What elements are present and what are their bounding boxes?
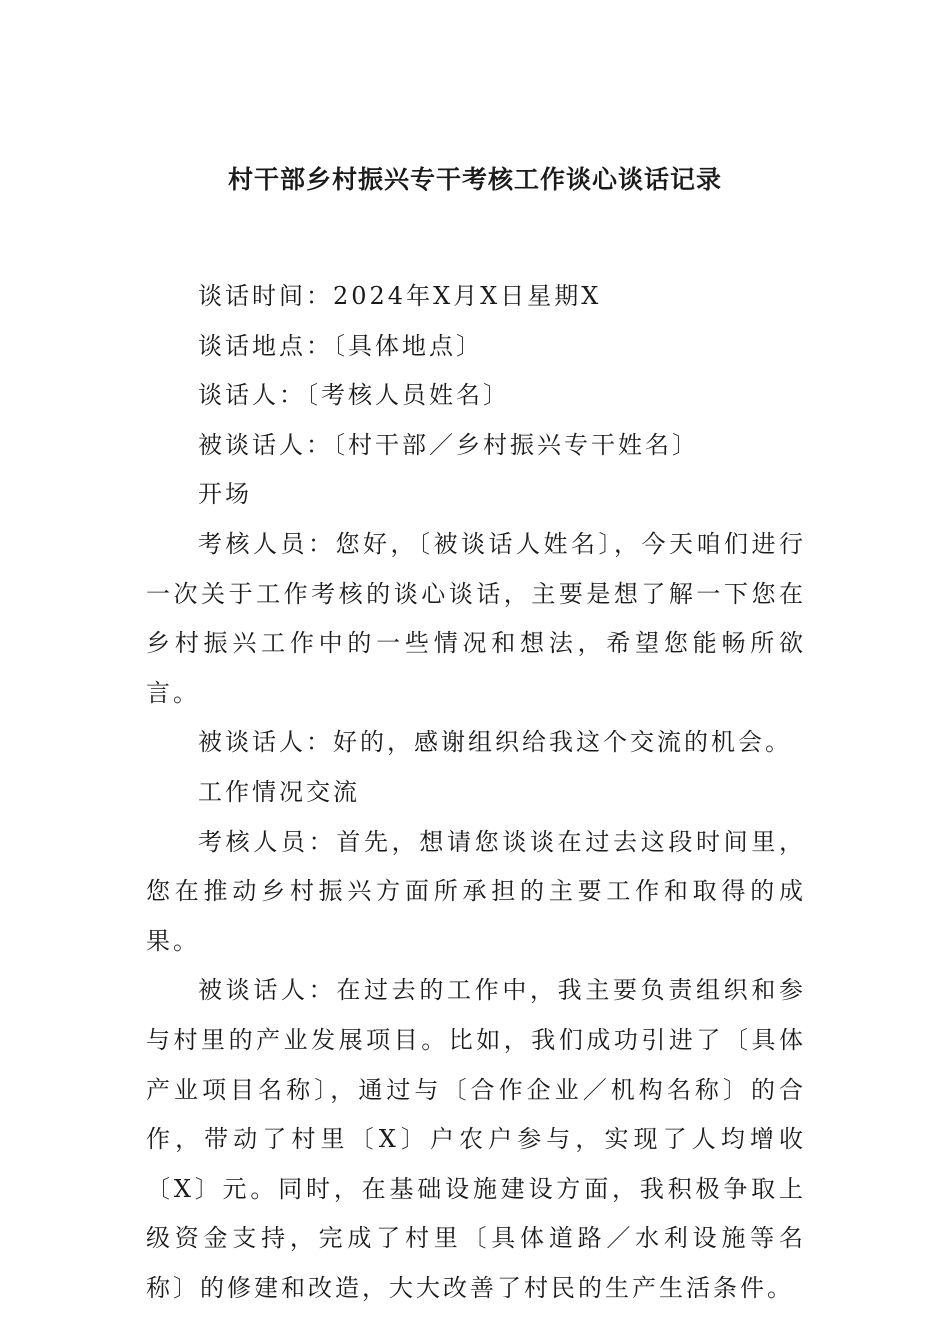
meta-interviewer: 谈话人：〔考核人员姓名〕: [198, 381, 510, 410]
meta-location: 谈话地点：〔具体地点〕: [198, 331, 483, 360]
dialogue-paragraph: 被谈话人：好的，感谢组织给我这个交流的机会。: [198, 728, 792, 757]
dialogue-paragraph: 被谈话人：在过去的工作中，我主要负责组织和参与村里的产业发展项目。比如，我们成功引进了〔具体产业项目名称〕，通过与〔合作企业／机构名称〕的合作，带动了村里〔X〕户农户参与，实现了人均增收〔X〕元。同时，在基础设施建设方面，我积极争取上级资金支持，完成了村里〔具体道路／水利设施等名称〕的修建和改造，大大改善了村民的生产生活条件。: [146, 976, 806, 1302]
meta-time: 谈话时间：2024年X月X日星期X: [198, 282, 602, 310]
document-body: [146, 272, 806, 1313]
dialogue-paragraph: 考核人员：首先，想请您谈谈在过去这段时间里，您在推动乡村振兴方面所承担的主要工作和取得的成果。: [146, 827, 806, 955]
section-heading-work: 工作情况交流: [198, 777, 360, 806]
section-heading-opening: 开场: [198, 480, 252, 509]
dialogue-paragraph: 考核人员：您好，〔被谈话人姓名〕，今天咱们进行一次关于工作考核的谈心谈话，主要是想了解一下您在乡村振兴工作中的一些情况和想法，希望您能畅所欲言。: [146, 529, 806, 707]
document-title: 村干部乡村振兴专干考核工作谈心谈话记录: [227, 165, 722, 194]
meta-interviewee: 被谈话人：〔村干部／乡村振兴专干姓名〕: [198, 430, 699, 459]
